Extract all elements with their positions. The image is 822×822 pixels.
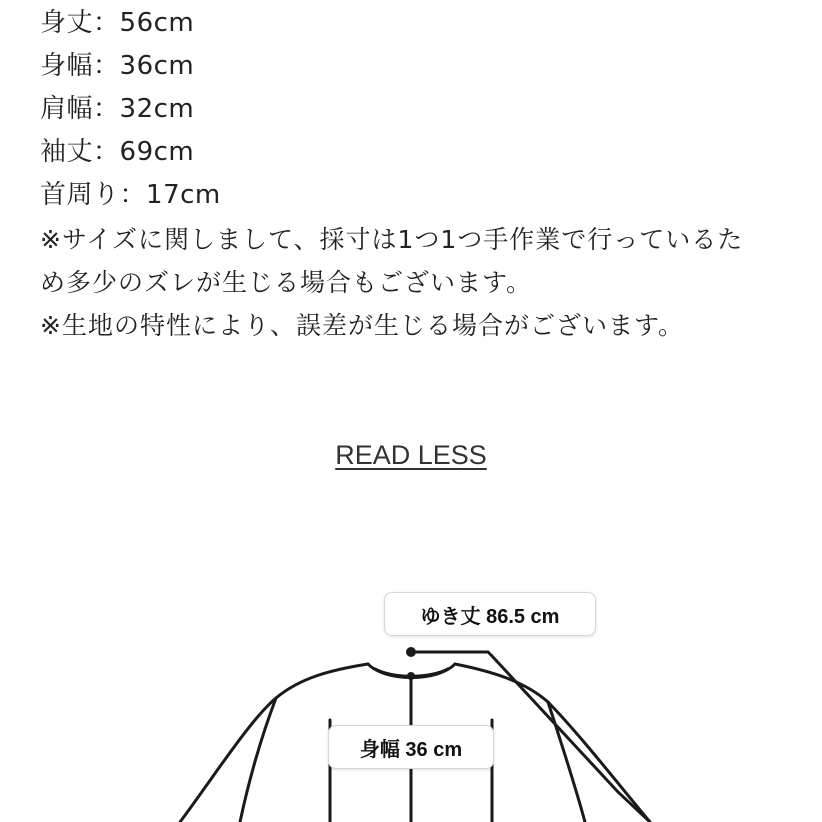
note-line: ※サイズに関しまして、採寸は1つ1つ手作業で行っているた	[40, 225, 744, 254]
spec-separator: ：	[93, 94, 120, 124]
spec-separator: ：	[93, 8, 120, 38]
read-less-link[interactable]: READ LESS	[335, 440, 487, 470]
note-line: ※生地の特性により、誤差が生じる場合がございます。	[40, 311, 684, 340]
spec-label: 首周り	[40, 180, 120, 210]
spec-length	[40, 2, 800, 45]
spec-shoulder-width	[40, 88, 800, 131]
spec-label: 身丈	[40, 8, 94, 38]
spec-value: 36cm	[119, 51, 195, 81]
body-width-label: 身幅 36 cm	[328, 725, 494, 769]
spec-label: 袖丈	[40, 137, 94, 167]
read-less-container	[0, 440, 822, 471]
spec-body-width	[40, 45, 800, 88]
spec-separator: ：	[93, 51, 120, 81]
size-notes	[40, 218, 800, 347]
yuki-start-dot	[406, 647, 416, 657]
spec-neck	[40, 174, 800, 217]
spec-sleeve-length	[40, 131, 800, 174]
note-line: め多少のズレが生じる場合もございます。	[40, 268, 533, 297]
yuki-length-label: ゆき丈 86.5 cm	[384, 592, 596, 636]
left-sleeve-outer	[180, 698, 276, 822]
spec-separator: ：	[119, 180, 147, 210]
spec-value: 69cm	[119, 137, 195, 167]
size-spec-list	[40, 2, 800, 217]
left-shoulder-line	[276, 664, 368, 698]
spec-value: 32cm	[119, 94, 195, 124]
right-sleeve-outer	[548, 702, 650, 822]
spec-label: 身幅	[40, 51, 94, 81]
spec-value: 56cm	[119, 8, 195, 38]
garment-size-diagram	[0, 560, 822, 822]
spec-value: 17cm	[146, 180, 221, 210]
spec-separator: ：	[93, 137, 120, 167]
spec-label: 肩幅	[40, 94, 94, 124]
right-shoulder-line	[455, 664, 548, 702]
collar-dot	[407, 672, 415, 680]
